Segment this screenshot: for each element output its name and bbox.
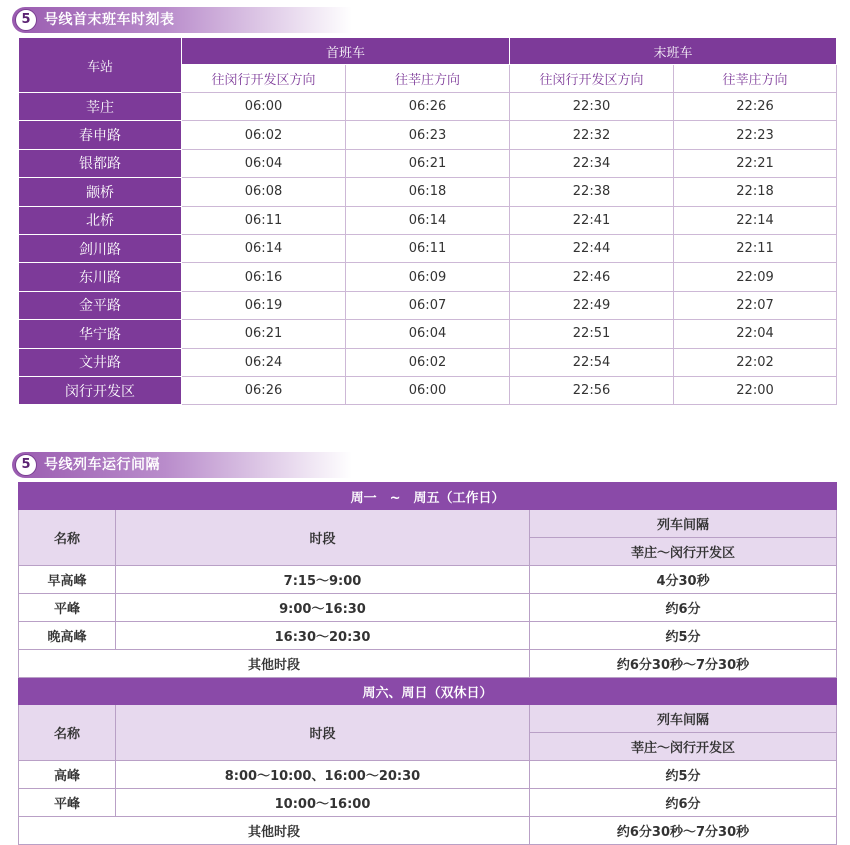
first-train-dir-xinzhuang: 往莘庄方向	[346, 65, 510, 93]
weekend-row-name: 平峰	[19, 789, 116, 817]
last-train-minhang-time: 22:34	[510, 149, 674, 177]
timetable-title: 号线首末班车时刻表	[44, 12, 175, 28]
weekend-row-period: 8:00～10:00、16:00～20:30	[116, 761, 530, 789]
first-train-minhang-time: 06:08	[182, 178, 346, 206]
weekend-other-interval: 约6分30秒～7分30秒	[530, 817, 837, 845]
first-train-minhang-time: 06:00	[182, 93, 346, 121]
last-train-xinzhuang-time: 22:26	[674, 93, 837, 121]
interval-section-header	[12, 452, 352, 478]
weekday-interval-header: 列车间隔	[530, 510, 837, 538]
weekend-name-header: 名称	[19, 705, 116, 761]
train-interval-table	[18, 482, 837, 845]
last-train-minhang-time: 22:56	[510, 376, 674, 404]
last-train-xinzhuang-time: 22:07	[674, 291, 837, 319]
weekday-row-period: 9:00～16:30	[116, 594, 530, 622]
first-train-xinzhuang-time: 06:11	[346, 234, 510, 262]
first-train-xinzhuang-time: 06:04	[346, 320, 510, 348]
timetable-row	[19, 263, 837, 291]
weekend-period-header: 时段	[116, 705, 530, 761]
first-train-minhang-time: 06:04	[182, 149, 346, 177]
weekend-title: 周六、周日（双休日）	[19, 678, 837, 705]
station-name: 银都路	[19, 149, 182, 177]
timetable-row	[19, 149, 837, 177]
timetable-body	[19, 93, 837, 405]
timetable-row	[19, 178, 837, 206]
weekend-row-interval: 约5分	[530, 761, 837, 789]
last-train-xinzhuang-time: 22:00	[674, 376, 837, 404]
first-train-dir-minhang: 往闵行开发区方向	[182, 65, 346, 93]
last-train-minhang-time: 22:38	[510, 178, 674, 206]
station-name: 华宁路	[19, 320, 182, 348]
last-train-minhang-time: 22:54	[510, 348, 674, 376]
line-number-badge: 5	[15, 9, 37, 31]
last-train-minhang-time: 22:44	[510, 234, 674, 262]
weekday-name-header: 名称	[19, 510, 116, 566]
weekday-row-period: 7:15～9:00	[116, 566, 530, 594]
weekend-route-header: 莘庄～闵行开发区	[530, 733, 837, 761]
weekday-row-name: 早高峰	[19, 566, 116, 594]
timetable-row	[19, 348, 837, 376]
first-train-xinzhuang-time: 06:14	[346, 206, 510, 234]
last-train-header: 末班车	[510, 38, 837, 65]
interval-title: 号线列车运行间隔	[44, 457, 160, 473]
last-train-xinzhuang-time: 22:11	[674, 234, 837, 262]
first-train-xinzhuang-time: 06:09	[346, 263, 510, 291]
line-number-badge: 5	[15, 454, 37, 476]
first-train-xinzhuang-time: 06:21	[346, 149, 510, 177]
first-train-minhang-time: 06:21	[182, 320, 346, 348]
first-train-minhang-time: 06:02	[182, 121, 346, 149]
last-train-xinzhuang-time: 22:04	[674, 320, 837, 348]
station-name: 剑川路	[19, 234, 182, 262]
last-train-minhang-time: 22:41	[510, 206, 674, 234]
last-train-xinzhuang-time: 22:23	[674, 121, 837, 149]
first-train-minhang-time: 06:19	[182, 291, 346, 319]
first-train-xinzhuang-time: 06:23	[346, 121, 510, 149]
first-train-xinzhuang-time: 06:00	[346, 376, 510, 404]
last-train-xinzhuang-time: 22:14	[674, 206, 837, 234]
first-train-xinzhuang-time: 06:18	[346, 178, 510, 206]
station-name: 北桥	[19, 206, 182, 234]
weekday-row-interval: 约5分	[530, 622, 837, 650]
first-train-header: 首班车	[182, 38, 510, 65]
weekday-row-name: 平峰	[19, 594, 116, 622]
first-train-minhang-time: 06:24	[182, 348, 346, 376]
weekend-interval-header: 列车间隔	[530, 705, 837, 733]
first-train-xinzhuang-time: 06:07	[346, 291, 510, 319]
timetable-row	[19, 121, 837, 149]
weekday-row-name: 晚高峰	[19, 622, 116, 650]
last-train-minhang-time: 22:46	[510, 263, 674, 291]
last-train-dir-minhang: 往闵行开发区方向	[510, 65, 674, 93]
weekday-row-period: 16:30～20:30	[116, 622, 530, 650]
weekday-period-header: 时段	[116, 510, 530, 566]
station-name: 闵行开发区	[19, 376, 182, 404]
station-column-header: 车站	[19, 38, 182, 93]
first-last-train-table	[18, 37, 837, 405]
last-train-minhang-time: 22:32	[510, 121, 674, 149]
timetable-row	[19, 291, 837, 319]
last-train-xinzhuang-time: 22:09	[674, 263, 837, 291]
station-name: 金平路	[19, 291, 182, 319]
first-train-minhang-time: 06:16	[182, 263, 346, 291]
weekday-other-label: 其他时段	[19, 650, 530, 678]
weekend-row-interval: 约6分	[530, 789, 837, 817]
weekday-route-header: 莘庄～闵行开发区	[530, 538, 837, 566]
timetable-row	[19, 206, 837, 234]
station-name: 春申路	[19, 121, 182, 149]
station-name: 颛桥	[19, 178, 182, 206]
station-name: 文井路	[19, 348, 182, 376]
station-name: 东川路	[19, 263, 182, 291]
first-train-xinzhuang-time: 06:02	[346, 348, 510, 376]
timetable-row	[19, 376, 837, 404]
timetable-row	[19, 93, 837, 121]
last-train-dir-xinzhuang: 往莘庄方向	[674, 65, 837, 93]
first-train-xinzhuang-time: 06:26	[346, 93, 510, 121]
first-train-minhang-time: 06:14	[182, 234, 346, 262]
last-train-minhang-time: 22:51	[510, 320, 674, 348]
first-train-minhang-time: 06:11	[182, 206, 346, 234]
last-train-minhang-time: 22:49	[510, 291, 674, 319]
weekday-row-interval: 约6分	[530, 594, 837, 622]
timetable-section-header	[12, 7, 352, 33]
weekend-row-period: 10:00～16:00	[116, 789, 530, 817]
timetable-row	[19, 234, 837, 262]
first-train-minhang-time: 06:26	[182, 376, 346, 404]
last-train-xinzhuang-time: 22:02	[674, 348, 837, 376]
last-train-minhang-time: 22:30	[510, 93, 674, 121]
weekend-other-label: 其他时段	[19, 817, 530, 845]
weekday-row-interval: 4分30秒	[530, 566, 837, 594]
weekend-row-name: 高峰	[19, 761, 116, 789]
weekday-other-interval: 约6分30秒～7分30秒	[530, 650, 837, 678]
station-name: 莘庄	[19, 93, 182, 121]
last-train-xinzhuang-time: 22:21	[674, 149, 837, 177]
timetable-row	[19, 320, 837, 348]
last-train-xinzhuang-time: 22:18	[674, 178, 837, 206]
weekday-title: 周一 ~ 周五（工作日）	[19, 483, 837, 510]
